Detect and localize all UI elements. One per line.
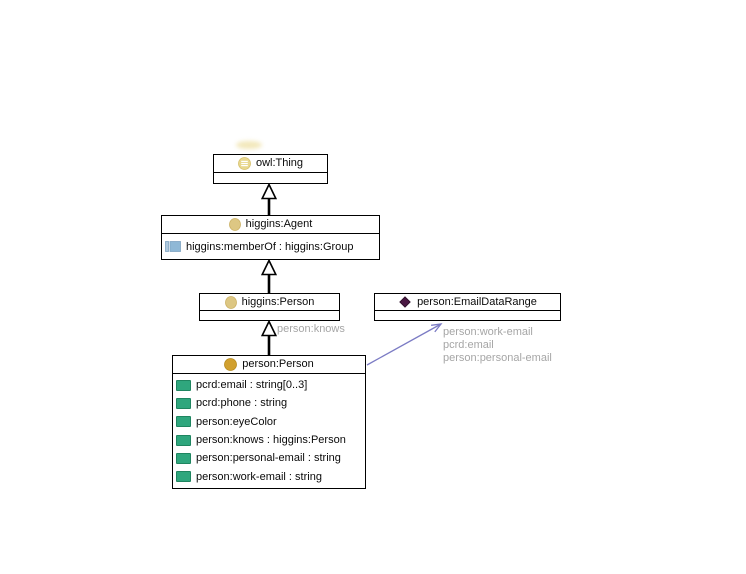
attribute-row[interactable] bbox=[173, 431, 365, 449]
node-title-bar bbox=[214, 155, 327, 173]
attribute-row[interactable] bbox=[173, 449, 365, 467]
attribute-label: person:eyeColor bbox=[196, 415, 277, 428]
attribute-icon bbox=[176, 398, 191, 409]
node-owl-thing[interactable] bbox=[213, 154, 328, 184]
node-title: higgins:Agent bbox=[245, 218, 313, 230]
data-range-diamond-icon bbox=[398, 295, 412, 309]
class-icon bbox=[225, 296, 237, 309]
class-icon bbox=[229, 218, 241, 231]
attribute-label: higgins:memberOf : higgins:Group bbox=[186, 240, 354, 253]
node-title-bar bbox=[375, 294, 560, 311]
attribute-label: person:personal-email : string bbox=[196, 452, 341, 465]
attribute-icon bbox=[176, 453, 191, 464]
attribute-label: person:work-email : string bbox=[196, 470, 322, 483]
generalization-arrow-higgins-person-to-agent[interactable] bbox=[262, 261, 276, 294]
attribute-compartment bbox=[173, 374, 365, 488]
empty-compartment bbox=[214, 173, 327, 183]
node-higgins-agent[interactable] bbox=[161, 215, 380, 260]
node-title: person:EmailDataRange bbox=[417, 295, 537, 308]
empty-compartment bbox=[375, 311, 560, 320]
node-title-bar bbox=[173, 356, 365, 374]
attribute-row[interactable] bbox=[173, 468, 365, 486]
generalization-arrow-person-to-higgins-person[interactable] bbox=[262, 322, 276, 356]
attribute-row[interactable] bbox=[173, 376, 365, 394]
attribute-icon bbox=[176, 380, 191, 391]
node-title: owl:Thing bbox=[255, 157, 304, 169]
attribute-row[interactable] bbox=[173, 413, 365, 431]
attribute-icon bbox=[176, 471, 191, 482]
edge-label-person-knows[interactable]: person:knows bbox=[277, 323, 345, 335]
attribute-label: pcrd:phone : string bbox=[196, 397, 288, 410]
thing-icon bbox=[238, 157, 251, 170]
node-email-data-range[interactable] bbox=[374, 293, 561, 321]
generalization-arrow-agent-to-thing[interactable] bbox=[262, 185, 276, 216]
node-higgins-person[interactable] bbox=[199, 293, 340, 321]
edge-label-group-email-range[interactable] bbox=[443, 326, 552, 365]
attribute-icon bbox=[176, 416, 191, 427]
object-property-icon bbox=[165, 241, 181, 252]
node-title: higgins:Person bbox=[241, 295, 315, 308]
attribute-icon bbox=[176, 435, 191, 446]
edge-label-pcrd-email[interactable]: pcrd:email bbox=[443, 339, 494, 351]
attribute-row[interactable] bbox=[162, 236, 379, 257]
association-arrow-person-to-email-data-range[interactable] bbox=[367, 324, 441, 365]
attribute-row[interactable] bbox=[173, 394, 365, 412]
attribute-label: person:knows : higgins:Person bbox=[196, 434, 346, 447]
edge-label-work-email[interactable]: person:work-email bbox=[443, 326, 533, 338]
node-title-bar bbox=[200, 294, 339, 311]
node-person-person[interactable] bbox=[172, 355, 366, 489]
empty-compartment bbox=[200, 311, 339, 320]
edge-label-personal-email[interactable]: person:personal-email bbox=[443, 352, 552, 364]
node-title: person:Person bbox=[242, 358, 314, 370]
attribute-label: pcrd:email : string[0..3] bbox=[196, 379, 308, 392]
node-title-bar bbox=[162, 216, 379, 234]
person-class-icon bbox=[224, 358, 237, 371]
attribute-compartment bbox=[162, 234, 379, 259]
render-artifact-smudge bbox=[236, 141, 262, 149]
